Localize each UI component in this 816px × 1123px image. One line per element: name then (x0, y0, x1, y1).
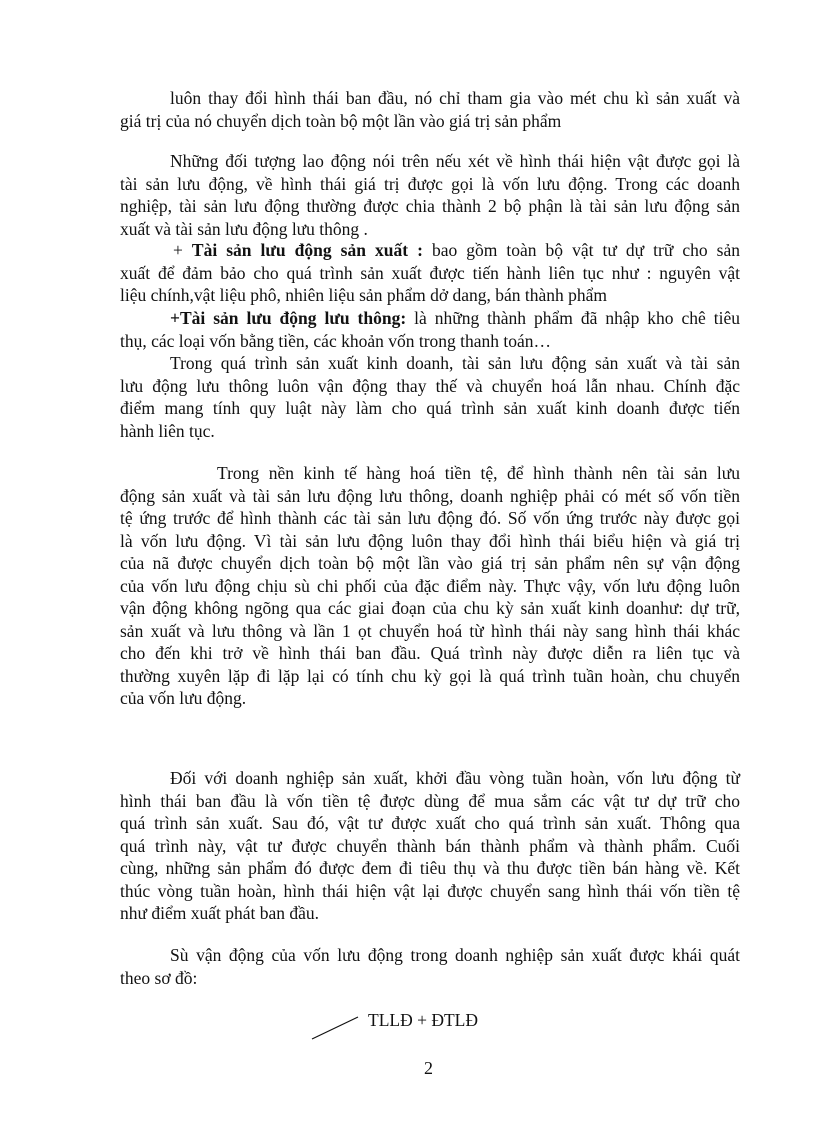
text-line: của vốn lưu động chịu sù chi phối của đặc điểm này. Thực vậy, vốn lưu động luôn (120, 575, 740, 596)
paragraph-7 (120, 767, 740, 925)
text-line: luôn thay đổi hình thái ban đầu, nó chỉ tham gia vào mét chu kì sản xuất và (170, 88, 740, 108)
term-tai-san-luu-dong-luu-thong: +Tài sản lưu động lưu thông: (170, 308, 407, 328)
paragraph-8 (120, 944, 740, 989)
text-line: hình thái ban đầu là vốn tiền tệ được dùng để mua sắm các vật tư dự trữ cho (120, 790, 740, 811)
bullet-plus: + (173, 240, 192, 260)
flow-diagram (300, 1003, 520, 1053)
text-line: sản xuất và lưu thông và lần 1 ọt chuyển hoá từ hình thái này sang hình thái khác (120, 620, 740, 641)
text-line: lưu động lưu thông luôn vận động thay thế và chuyển hoá lẫn nhau. Chính đặc (120, 375, 740, 396)
text-line (120, 239, 740, 262)
text-line: cho đến khi trở về hình thái ban đầu. Quá trình này được diễn ra liên tục và (120, 643, 740, 663)
text-line: thụ, các loại vốn bằng tiền, các khoản vốn trong thanh toán… (120, 330, 552, 351)
text-line: Những đối tượng lao động nói trên nếu xét về hình thái hiện vật được gọi là (170, 151, 740, 171)
text-line: vận động không ngõng qua các giai đoạn của chu kỳ sản xuất kinh doanhư: dự trữ, (120, 598, 740, 618)
text-line: cùng, những sản phẩm đó được đem đi tiêu thụ và thu được tiền bán hàng về. Kết (120, 858, 740, 878)
paragraph-3 (120, 239, 740, 307)
paragraph-1 (120, 87, 740, 132)
text-line: quá trình này, vật tư được chuyển thành bán thành phẩm và thành phẩm. Cuối (120, 835, 740, 856)
text-line: tệ ứng trước để hình thành các tài sản lưu động đó. Số vốn ứng trước này được gọi (120, 508, 740, 528)
text-line (120, 307, 740, 330)
text-line: xuất và tài sản lưu động lưu thông . (120, 218, 368, 239)
text-line: Sù vận động của vốn lưu động trong doanh nghiệp sản xuất được khái quát (170, 945, 740, 965)
text-line: như điểm xuất phát ban đầu. (120, 903, 320, 923)
text-line: Đối với doanh nghiệp sản xuất, khởi đầu vòng tuần hoàn, vốn lưu động từ (170, 768, 740, 788)
paragraph-5 (120, 352, 740, 442)
page-number: 2 (424, 1058, 433, 1078)
text-fragment: là những thành phẩm đã nhập kho chê tiêu (406, 308, 741, 328)
text-line: thường xuyên lặp đi lặp lại có tính chu kỳ gọi là quá trình tuần hoàn, chu chuyển (120, 665, 740, 686)
paragraph-4 (120, 307, 740, 352)
text-line: quá trình sản xuất. Sau đó, vật tư được xuất cho quá trình sản xuất. Thông qua (120, 813, 740, 833)
text-line: là vốn lưu động. Vì tài sản lưu động luôn thay đổi hình thái biểu hiện và giá trị (120, 530, 740, 551)
term-tai-san-luu-dong-san-xuat: Tài sản lưu động sản xuất : (191, 240, 423, 260)
paragraph-6 (120, 462, 740, 710)
text-line: liệu chính,vật liệu phô, nhiên liệu sản phẩm dở dang, bán thành phẩm (120, 285, 607, 305)
text-line: giá trị của nó chuyển dịch toàn bộ một lần vào giá trị sản phẩm (120, 110, 562, 131)
text-line: nghiệp, tài sản lưu động thường được chia thành 2 bộ phận là tài sản lưu động sản (120, 196, 740, 216)
text-line: của nã được chuyển dịch toàn bộ một lần vào giá trị sản phẩm nên sự vận động (120, 553, 740, 573)
diagram-label-tlld-dtld: TLLĐ + ĐTLĐ (368, 1010, 478, 1030)
text-line: động sản xuất và tài sản lưu động lưu thông, doanh nghiệp phải có mét số vốn tiền (120, 485, 740, 506)
text-line: của vốn lưu động. (120, 688, 247, 708)
paragraph-2 (120, 150, 740, 240)
text-line: điểm mang tính quy luật này làm cho quá trình sản xuất kinh doanh được tiến (120, 398, 740, 418)
text-line: thúc vòng tuần hoàn, hình thái hiện vật lại được chuyển sang hình thái vốn tiền tệ (120, 880, 740, 901)
text-line: Trong quá trình sản xuất kinh doanh, tài sản lưu động sản xuất và tài sản (170, 353, 740, 373)
text-line: xuất để đảm bảo cho quá trình sản xuất được tiến hành liên tục như : nguyên vật (120, 262, 740, 283)
text-line: theo sơ đồ: (120, 967, 198, 988)
text-line: tài sản lưu động, về hình thái giá trị được gọi là vốn lưu động. Trong các doanh (120, 173, 740, 194)
text-fragment: bao gồm toàn bộ vật tư dự trữ cho sản (422, 240, 740, 260)
text-line: hành liên tục. (120, 420, 215, 441)
text-line: Trong nền kinh tế hàng hoá tiền tệ, để hình thành nên tài sản lưu (217, 463, 740, 483)
